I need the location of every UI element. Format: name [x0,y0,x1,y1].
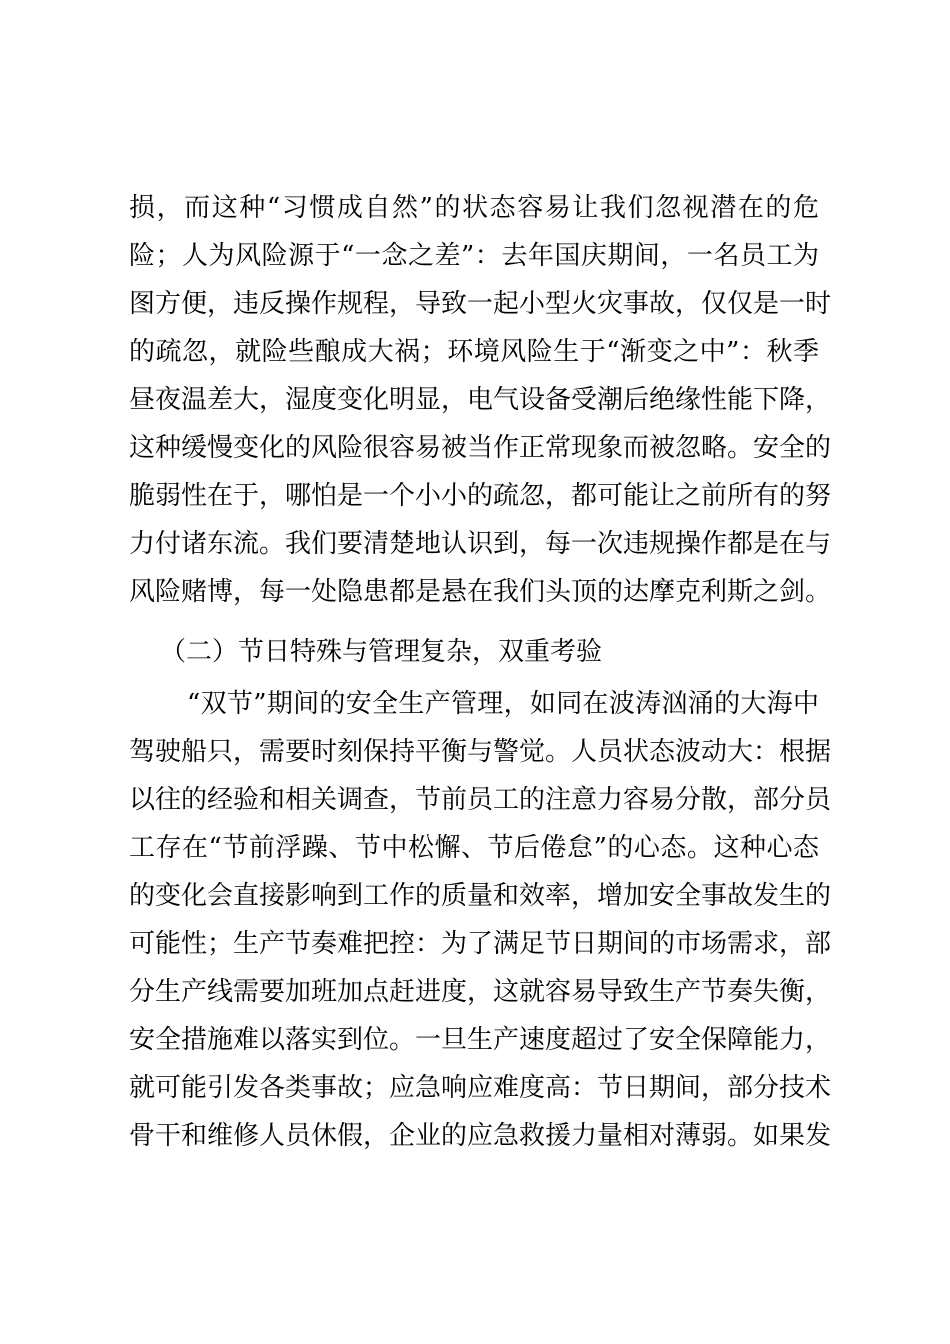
paragraph-line: 险；人为风险源于“一念之差”：去年国庆期间，一名员工为 [129,241,819,271]
paragraph-line: “双节”期间的安全生产管理，如同在波涛汹涌的大海中 [187,689,819,719]
paragraph-line: 骨干和维修人员休假，企业的应急救援力量相对薄弱。如果发 [129,1121,832,1151]
paragraph-line: 工存在“节前浮躁、节中松懈、节后倦怠”的心态。这种心态 [129,833,819,863]
paragraph-line: 的疏忽，就险些酿成大祸；环境风险生于“渐变之中”：秋季 [129,337,819,367]
paragraph-line: 安全措施难以落实到位。一旦生产速度超过了安全保障能力， [129,1025,832,1055]
paragraph-line: 分生产线需要加班加点赶进度，这就容易导致生产节奏失衡， [129,977,832,1007]
paragraph-line: 可能性；生产节奏难把控：为了满足节日期间的市场需求，部 [129,929,832,959]
paragraph-line: 这种缓慢变化的风险很容易被当作正常现象而被忽略。安全的 [129,433,832,463]
paragraph-line: 以往的经验和相关调查，节前员工的注意力容易分散，部分员 [129,785,832,815]
paragraph-line: 图方便，违反操作规程，导致一起小型火灾事故，仅仅是一时 [129,289,832,319]
paragraph-line: 脆弱性在于，哪怕是一个小小的疏忽，都可能让之前所有的努 [129,481,832,511]
paragraph-line: 就可能引发各类事故；应急响应难度高：节日期间，部分技术 [129,1073,832,1103]
paragraph-line: 力付诸东流。我们要清楚地认识到，每一次违规操作都是在与 [129,529,832,559]
paragraph-line: 驾驶船只，需要时刻保持平衡与警觉。人员状态波动大：根据 [129,737,832,767]
paragraph-line: 损，而这种“习惯成自然”的状态容易让我们忽视潜在的危 [129,193,819,223]
paragraph-line: 的变化会直接影响到工作的质量和效率，增加安全事故发生的 [129,881,832,911]
paragraph-line: 风险赌博，每一处隐患都是悬在我们头顶的达摩克利斯之剑。 [129,577,832,607]
section-heading: （二）节日特殊与管理复杂，双重考验 [160,637,603,667]
paragraph-line: 昼夜温差大，湿度变化明显，电气设备受潮后绝缘性能下降， [129,385,832,415]
